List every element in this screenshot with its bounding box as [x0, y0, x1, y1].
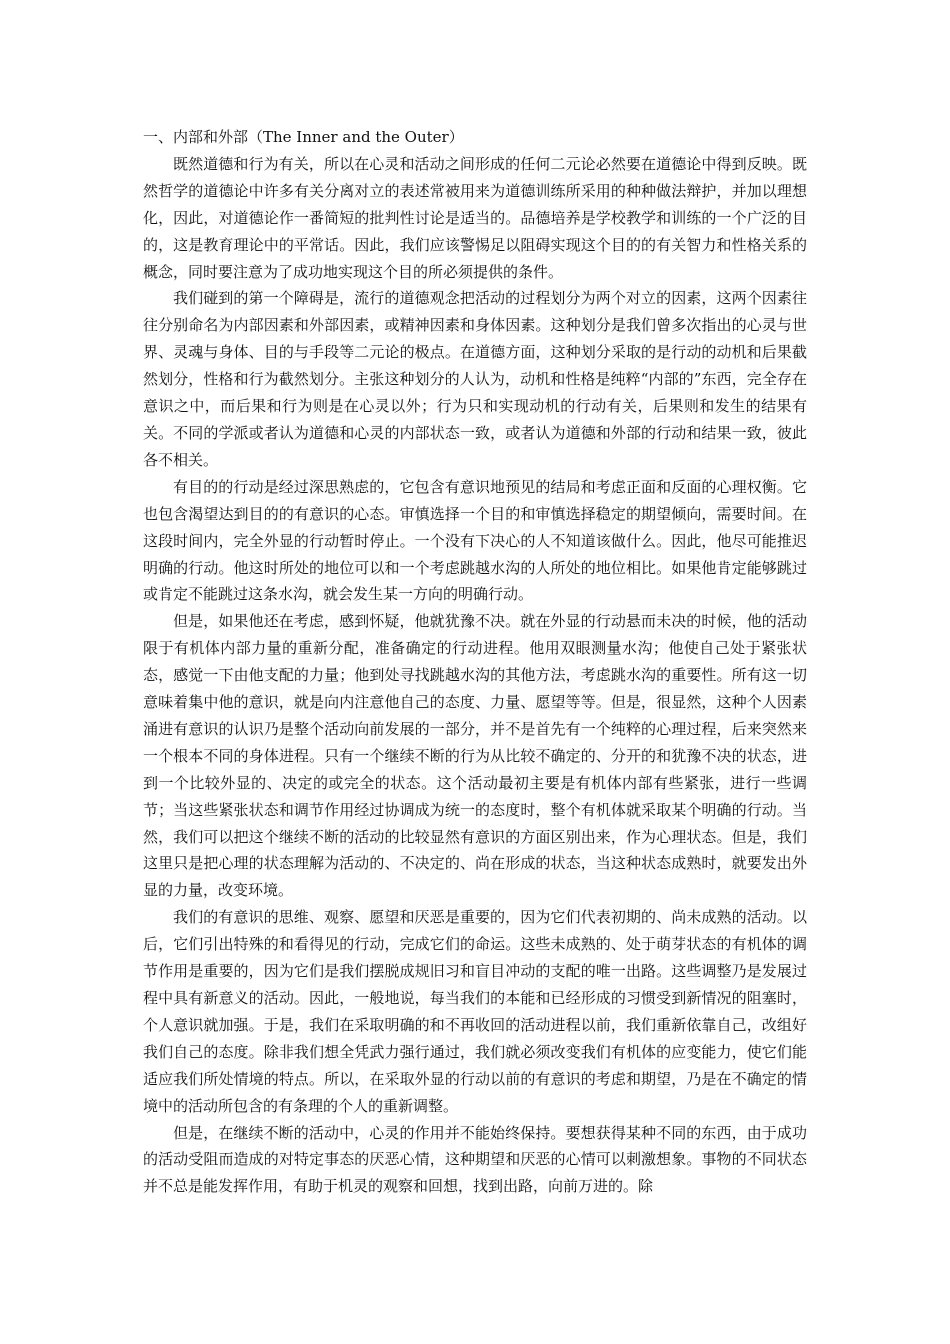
paragraph-1: 既然道德和行为有关，所以在心灵和活动之间形成的任何二元论必然要在道德论中得到反映。既然哲学的道德论中许多有关分离对立的表述常被用来为道德训练所采用的种种做法辩护，并加以理想化，因此，对道德论作一番简短的批判性讨论是适当的。品德培养是学校教学和训练的一个广泛的目的，这是教育理论中的平常话。因此，我们应该警惕足以阻碍实现这个目的的有关智力和性格关系的概念，同时要注意为了成功地实现这个目的所必须提供的条件。 [143, 154, 807, 281]
document-body [143, 124, 807, 1200]
paragraph-5: 我们的有意识的思维、观察、愿望和厌恶是重要的，因为它们代表初期的、尚未成熟的活动。以后，它们引出特殊的和看得见的行动，完成它们的命运。这些未成熟的、处于萌芽状态的有机体的调节作用是重要的，因为它们是我们摆脱成规旧习和盲目冲动的支配的唯一出路。这些调整乃是发展过程中具有新意义的活动。因此，一般地说，每当我们的本能和已经形成的习惯受到新情况的阻塞时，个人意识就加强。于是，我们在采取明确的和不再收回的活动进程以前，我们重新依靠自己，改组好我们自己的态度。除非我们想全凭武力强行通过，我们就必须改变我们有机体的应变能力，使它们能适应我们所处情境的特点。所以，在采取外显的行动以前的有意识的考虑和期望，乃是在不确定的情境中的活动所包含的有条理的个人的重新调整。 [143, 908, 807, 1115]
paragraph-2: 我们碰到的第一个障碍是，流行的道德观念把活动的过程划分为两个对立的因素，这两个因素往往分别命名为内部因素和外部因素，或精神因素和身体因素。这种划分是我们曾多次指出的心灵与世界、灵魂与身体、目的与手段等二元论的极点。在道德方面，这种划分采取的是行动的动机和后果截然划分，性格和行为截然划分。主张这种划分的人认为，动机和性格是纯粹“内部的”东西，完全存在意识之中，而后果和行为则是在心灵以外；行为只和实现动机的行动有关，后果则和发生的结果有关。不同的学派或者认为道德和心灵的内部状态一致，或者认为道德和外部的行动和结果一致，彼此各不相关。 [143, 289, 807, 469]
paragraph-3: 有目的的行动是经过深思熟虑的，它包含有意识地预见的结局和考虑正面和反面的心理权衡。它也包含渴望达到目的的有意识的心态。审慎选择一个目的和审慎选择稳定的期望倾向，需要时间。在这段时间内，完全外显的行动暂时停止。一个没有下决心的人不知道该做什么。因此，他尽可能推迟明确的行动。他这时所处的地位可以和一个考虑跳越水沟的人所处的地位相比。如果他肯定能够跳过或肯定不能跳过这条水沟，就会发生某一方向的明确行动。 [143, 477, 807, 604]
paragraph-4: 但是，如果他还在考虑，感到怀疑，他就犹豫不决。就在外显的行动悬而未决的时候，他的活动限于有机体内部力量的重新分配，准备确定的行动进程。他用双眼测量水沟；他使自己处于紧张状态，感觉一下由他支配的力量；他到处寻找跳越水沟的其他方法，考虑跳水沟的重要性。所有这一切意味着集中他的意识，就是向内注意他自己的态度、力量、愿望等等。但是，很显然，这种个人因素涌进有意识的认识乃是整个活动向前发展的一部分，并不是首先有一个纯粹的心理过程，后来突然来一个根本不同的身体进程。只有一个继续不断的行为从比较不确定的、分开的和犹豫不决的状态，进到一个比较外显的、决定的或完全的状态。这个活动最初主要是有机体内部有些紧张，进行一些调节；当这些紧张状态和调节作用经过协调成为统一的态度时，整个有机体就采取某个明确的行动。当然，我们可以把这个继续不断的活动的比较显然有意识的方面区别出来，作为心理状态。但是，我们这里只是把心理的状态理解为活动的、不决定的、尚在形成的状态，当这种状态成熟时，就要发出外显的力量，改变环境。 [143, 612, 807, 900]
paragraph-6: 但是，在继续不断的活动中，心灵的作用并不能始终保持。要想获得某种不同的东西，由于成功的活动受阻而造成的对特定事态的厌恶心情，这种期望和厌恶的心情可以刺激想象。事物的不同状态并不总是能发挥作用，有助于机灵的观察和回想，找到出路，向前万进的。除 [143, 1123, 807, 1196]
section-heading: 一、内部和外部（The Inner and the Outer） [143, 128, 464, 146]
